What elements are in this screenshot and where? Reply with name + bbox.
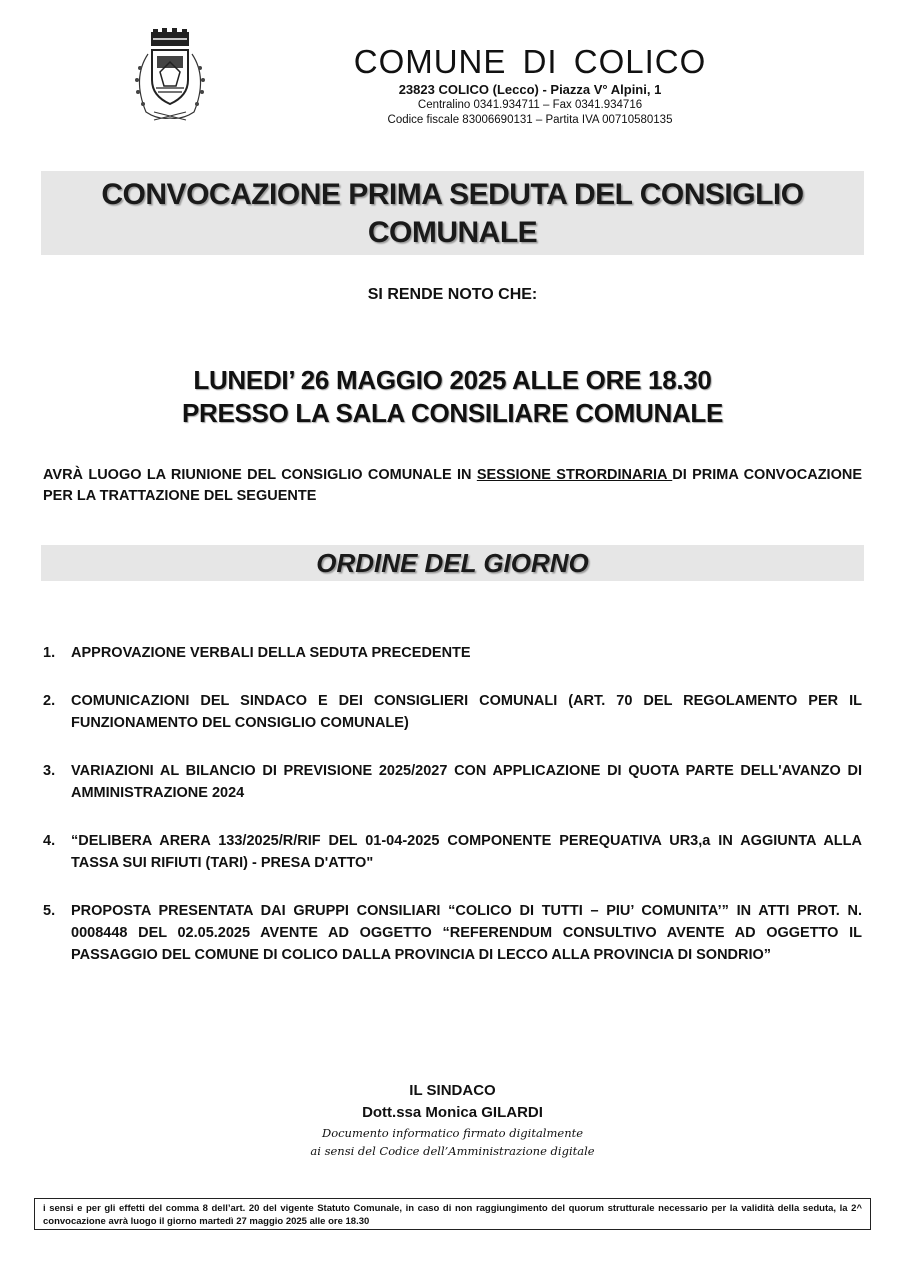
agenda-item [43, 900, 862, 966]
agenda-item-text: COMUNICAZIONI DEL SINDACO E DEI CONSIGLIERI COMUNALI (ART. 70 DEL REGOLAMENTO PER IL FUNZIONAMENTO DEL CONSIGLIO COMUNALE) [71, 693, 862, 731]
convocation-title-banner [41, 171, 864, 255]
intro-paragraph [43, 465, 862, 507]
letterhead [330, 42, 730, 128]
agenda-item-number: 3. [43, 763, 56, 779]
agenda-item-number: 2. [43, 693, 56, 709]
event-location: PRESSO LA SALA CONSILIARE COMUNALE [181, 398, 724, 428]
municipality-tax-codes: Codice fiscale 83006690131 – Partita IVA 00710580135 [387, 114, 673, 126]
convocation-title-line1: CONVOCAZIONE PRIMA SEDUTA DEL CONSIGLIO [101, 178, 804, 211]
digital-signature-law-note: ai sensi del Codice dell’Amministrazione digitale [310, 1144, 595, 1158]
agenda-item-number: 4. [43, 833, 56, 849]
agenda-item-text: APPROVAZIONE VERBALI DELLA SEDUTA PRECEDENTE [71, 645, 471, 661]
signature-block [0, 1080, 905, 1160]
signer-role: IL SINDACO [409, 1082, 496, 1099]
event-date-time: LUNEDI’ 26 MAGGIO 2025 ALLE ORE 18.30 [193, 365, 712, 395]
agenda-item [43, 690, 862, 734]
agenda-item-text: VARIAZIONI AL BILANCIO DI PREVISIONE 2025/2027 CON APPLICAZIONE DI QUOTA PARTE DELL'AVANZO DI AMMINISTRAZIONE 2024 [71, 763, 862, 801]
agenda-item-number: 5. [43, 903, 56, 919]
agenda-item [43, 760, 862, 804]
event-details [0, 364, 905, 430]
notice-heading: SI RENDE NOTO CHE: [367, 286, 538, 303]
convocation-title-line2: COMUNALE [367, 216, 538, 249]
municipality-address: 23823 COLICO (Lecco) - Piazza V° Alpini, 1 [398, 82, 662, 97]
agenda-item-text: PROPOSTA PRESENTATA DAI GRUPPI CONSILIARI “COLICO DI TUTTI – PIU’ COMUNITA’” IN ATTI PROT. N. 0008448 DEL 02.05.2025 AVENTE AD OGGETTO “REFERENDUM CONSULTIVO AVENTE AD OGGETTO IL PASSAGGIO DEL COMUNE DI COLICO DALLA PROVINCIA DI LECCO ALLA PROVINCIA DI SONDRIO” [71, 903, 862, 963]
agenda-item-text: “DELIBERA ARERA 133/2025/R/RIF DEL 01-04-2025 COMPONENTE PEREQUATIVA UR3,a IN AGGIUNTA ALLA TASSA SUI RIFIUTI (TARI) - PRESA D'ATTO" [71, 833, 862, 871]
intro-text-after: DI PRIMA CONVOCAZIONE PER LA TRATTAZIONE DEL SEGUENTE [43, 467, 863, 504]
intro-text-before: AVRÀ LUOGO LA RIUNIONE DEL CONSIGLIO COMUNALE IN [43, 467, 477, 483]
footer-notice-box: i sensi e per gli effetti del comma 8 dell’art. 20 del vigente Statuto Comunale, in caso di non raggiungimento del quorum strutturale necessario per la validità della seduta, la 2^ convocazione avrà luogo il giorno martedì 27 maggio 2025 alle ore 18.30 [34, 1198, 871, 1230]
municipality-title: COMUNE DI COLICO [353, 43, 707, 80]
agenda-list [43, 642, 862, 966]
signer-name: Dott.ssa Monica GILARDI [362, 1104, 543, 1121]
digital-signature-note: Documento informatico firmato digitalmente [321, 1126, 584, 1140]
agenda-item-number: 1. [43, 645, 56, 661]
agenda-item [43, 830, 862, 874]
municipality-phone: Centralino 0341.934711 – Fax 0341.934716 [417, 99, 643, 111]
municipal-crest-logo [124, 28, 216, 126]
agenda-title-banner: ORDINE DEL GIORNO [41, 545, 864, 581]
agenda-item [43, 642, 862, 664]
session-type-underlined: SESSIONE STRORDINARIA [476, 467, 673, 483]
